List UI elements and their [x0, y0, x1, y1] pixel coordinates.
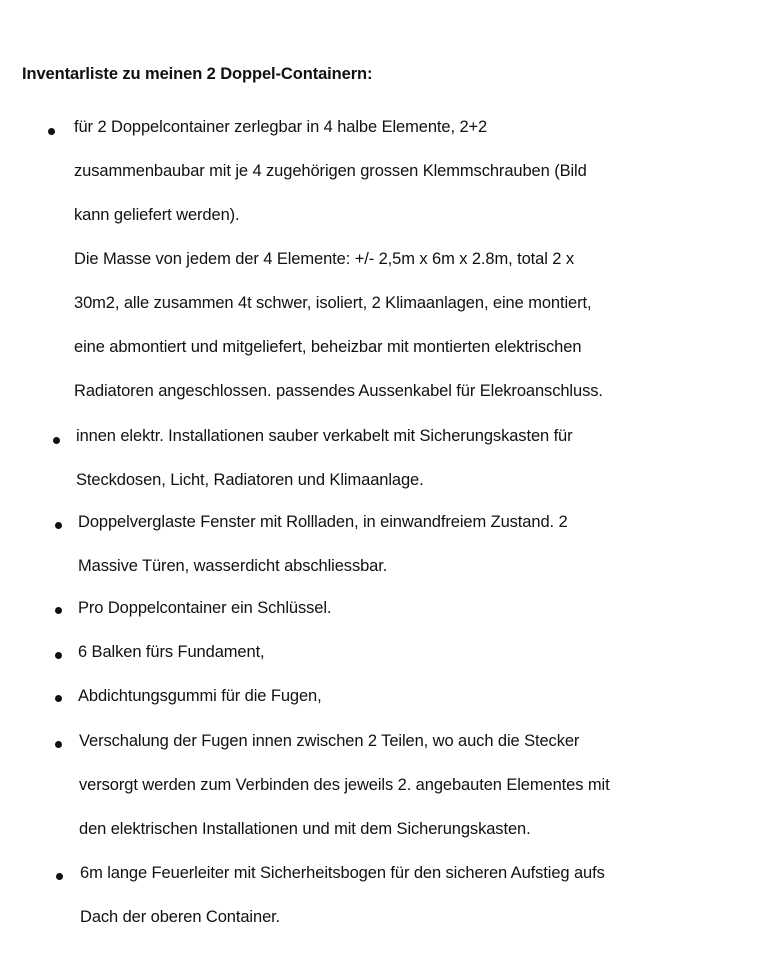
list-item-line: 6m lange Feuerleiter mit Sicherheitsbogen für den sicheren Aufstieg aufs: [80, 864, 605, 882]
list-item-line: Abdichtungsgummi für die Fugen,: [78, 687, 322, 705]
list-item-line: Dach der oberen Container.: [80, 908, 281, 926]
bullet-icon: [53, 437, 60, 444]
bullet-icon: [55, 652, 62, 659]
list-item-line: eine abmontiert und mitgeliefert, beheizbar mit montierten elektrischen: [74, 338, 582, 356]
bullet-icon: [55, 695, 62, 702]
bullet-icon: [55, 522, 62, 529]
list-item-line: Massive Türen, wasserdicht abschliessbar.: [78, 557, 388, 575]
bullet-icon: [48, 128, 55, 135]
list-item-line: Die Masse von jedem der 4 Elemente: +/- 2,5m x 6m x 2.8m, total 2 x: [74, 250, 574, 268]
list-item-line: Pro Doppelcontainer ein Schlüssel.: [78, 599, 332, 617]
bullet-icon: [55, 607, 62, 614]
list-item-line: kann geliefert werden).: [74, 206, 240, 224]
bullet-icon: [55, 741, 62, 748]
list-item-line: für 2 Doppelcontainer zerlegbar in 4 halbe Elemente, 2+2: [74, 118, 488, 136]
list-item-line: Steckdosen, Licht, Radiatoren und Klimaanlage.: [76, 471, 424, 489]
list-item-line: versorgt werden zum Verbinden des jeweils 2. angebauten Elementes mit: [79, 776, 610, 794]
list-item-line: Radiatoren angeschlossen. passendes Aussenkabel für Elekroanschluss.: [74, 382, 603, 400]
bullet-icon: [56, 873, 63, 880]
list-item-line: 30m2, alle zusammen 4t schwer, isoliert, 2 Klimaanlagen, eine montiert,: [74, 294, 592, 312]
list-item-line: den elektrischen Installationen und mit dem Sicherungskasten.: [79, 820, 531, 838]
list-item-line: 6 Balken fürs Fundament,: [78, 643, 265, 661]
document-title: Inventarliste zu meinen 2 Doppel-Containern:: [22, 65, 373, 83]
list-item-line: Doppelverglaste Fenster mit Rollladen, in einwandfreiem Zustand. 2: [78, 513, 568, 531]
list-item-line: innen elektr. Installationen sauber verkabelt mit Sicherungskasten für: [76, 427, 573, 445]
list-item-line: Verschalung der Fugen innen zwischen 2 Teilen, wo auch die Stecker: [79, 732, 580, 750]
list-item-line: zusammenbaubar mit je 4 zugehörigen grossen Klemmschrauben (Bild: [74, 162, 587, 180]
